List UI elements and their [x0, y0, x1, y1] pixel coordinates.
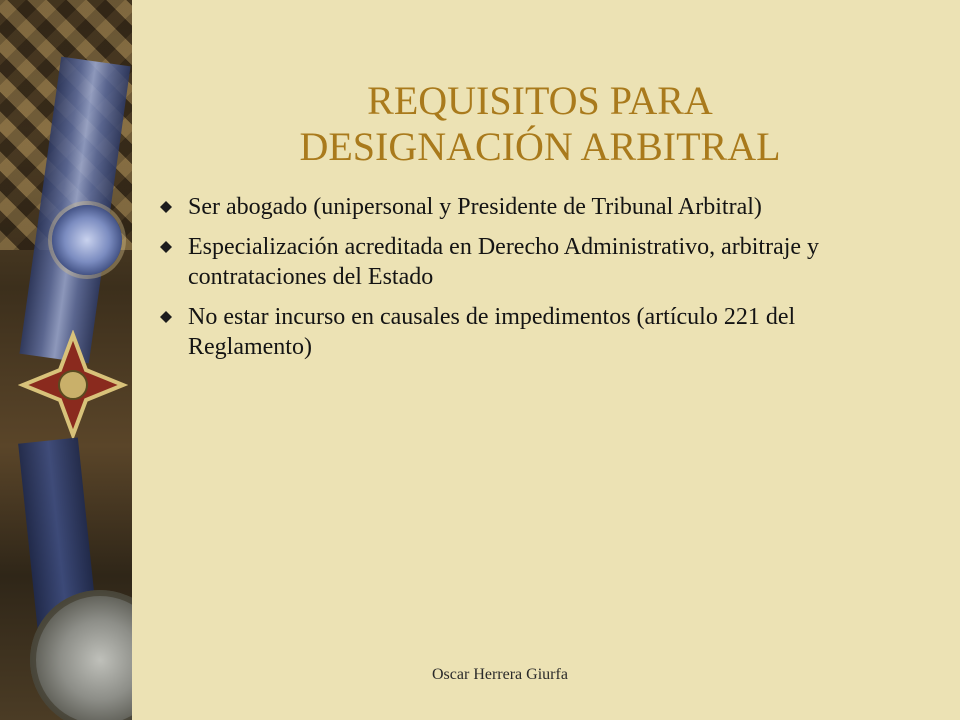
diamond-bullet-icon	[160, 201, 172, 213]
medal-cross-icon	[18, 330, 128, 440]
bullet-text: Ser abogado (unipersonal y Presidente de Tribunal Arbitral)	[188, 194, 762, 220]
bullet-item	[158, 302, 918, 362]
footer-author: Oscar Herrera Giurfa	[432, 666, 568, 683]
bullet-item	[158, 232, 918, 292]
bullet-list	[158, 192, 918, 372]
slide-title	[170, 78, 910, 170]
rosette-image	[52, 205, 122, 275]
slide-title-line-2: DESIGNACIÓN ARBITRAL	[299, 124, 781, 169]
slide-title-line-1: REQUISITOS PARA	[367, 78, 713, 123]
bullet-text: No estar incurso en causales de impedimentos (artículo 221 del Reglamento)	[188, 304, 796, 360]
bullet-text: Especialización acreditada en Derecho Administrativo, arbitraje y contrataciones del Estado	[188, 234, 820, 290]
bullet-item	[158, 192, 918, 222]
medal-decoration-image	[0, 0, 132, 720]
diamond-bullet-icon	[160, 241, 172, 253]
diamond-bullet-icon	[160, 311, 172, 323]
